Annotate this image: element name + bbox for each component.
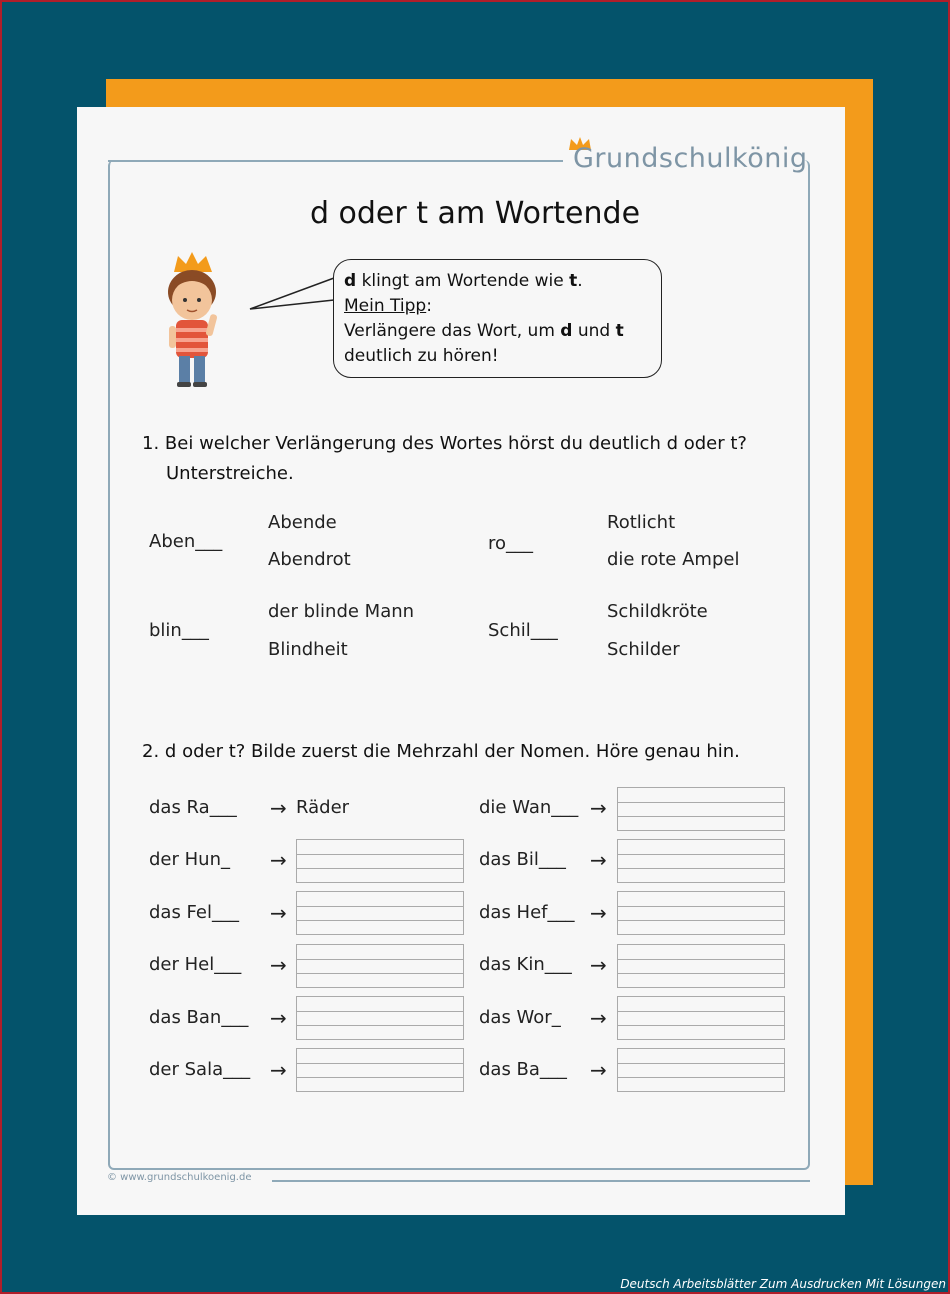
tip-line-2: Mein Tipp: [344, 296, 432, 316]
task1-option-abendrot[interactable]: Abendrot [268, 549, 351, 570]
tip-line-3: Verlängere das Wort, um d und t [344, 321, 624, 341]
task1-option-die-rote-ampel[interactable]: die rote Ampel [607, 549, 740, 570]
task2-right-word-1: die Wan___ [479, 797, 579, 818]
task2-left-word-2: der Hun_ [149, 849, 230, 870]
arrow-icon: → [270, 953, 287, 977]
task2-right-word-3: das Hef___ [479, 902, 575, 923]
arrow-icon: → [270, 1058, 287, 1082]
arrow-icon: → [590, 796, 607, 820]
task2-right-word-6: das Ba___ [479, 1059, 567, 1080]
arrow-icon: → [270, 1006, 287, 1030]
task1-option-schilder[interactable]: Schilder [607, 639, 680, 660]
task1-option-rotlicht[interactable]: Rotlicht [607, 512, 676, 533]
task1-option-abende[interactable]: Abende [268, 512, 337, 533]
answer-field-left-3[interactable] [296, 891, 464, 935]
task2-example-answer: Räder [296, 797, 350, 818]
tip-line-4: deutlich zu hören! [344, 346, 499, 366]
answer-field-right-3[interactable] [617, 891, 785, 935]
page-title: d oder t am Wortende [309, 196, 641, 231]
arrow-icon: → [590, 1058, 607, 1082]
arrow-icon: → [270, 796, 287, 820]
answer-field-right-6[interactable] [617, 1048, 785, 1092]
task2-right-word-2: das Bil___ [479, 849, 566, 870]
answer-field-right-2[interactable] [617, 839, 785, 883]
arrow-icon: → [590, 953, 607, 977]
task2-left-word-6: der Sala___ [149, 1059, 251, 1080]
task2-left-word-5: das Ban___ [149, 1007, 249, 1028]
answer-field-left-4[interactable] [296, 944, 464, 988]
image-caption: Deutsch Arbeitsblätter Zum Ausdrucken Mit Lösungen [620, 1277, 946, 1291]
answer-field-right-1[interactable] [617, 787, 785, 831]
task1-option-blindheit[interactable]: Blindheit [268, 639, 348, 660]
task2-left-word-4: der Hel___ [149, 954, 242, 975]
answer-field-left-6[interactable] [296, 1048, 464, 1092]
speech-bubble-tail [248, 272, 338, 312]
task2-right-word-4: das Kin___ [479, 954, 572, 975]
arrow-icon: → [590, 1006, 607, 1030]
copyright-notice: © www.grundschulkoenig.de [107, 1172, 252, 1183]
tip-speech-bubble [333, 259, 662, 378]
task1-stem-ro: ro___ [488, 533, 534, 554]
task2-left-word-1: das Ra___ [149, 797, 237, 818]
answer-field-left-2[interactable] [296, 839, 464, 883]
task1-option-schildkroete[interactable]: Schildkröte [607, 601, 708, 622]
answer-field-right-5[interactable] [617, 996, 785, 1040]
task1-stem-aben: Aben___ [149, 531, 223, 552]
arrow-icon: → [590, 848, 607, 872]
king-boy-illustration-icon [152, 250, 232, 390]
answer-field-right-4[interactable] [617, 944, 785, 988]
task-1-heading: 1. Bei welcher Verlängerung des Wortes hörst du deutlich d oder t? Unterstreiche. [142, 433, 747, 484]
answer-field-left-5[interactable] [296, 996, 464, 1040]
footer-line [272, 1180, 810, 1182]
brand-logo: Grundschulkönig [573, 143, 808, 174]
tip-line-1: d klingt am Wortende wie t. [344, 271, 583, 291]
task2-right-word-5: das Wor_ [479, 1007, 561, 1028]
task1-stem-blin: blin___ [149, 620, 209, 641]
task2-left-word-3: das Fel___ [149, 902, 239, 923]
task1-stem-schil: Schil___ [488, 620, 558, 641]
arrow-icon: → [270, 848, 287, 872]
task1-option-der-blinde-mann[interactable]: der blinde Mann [268, 601, 415, 622]
arrow-icon: → [590, 901, 607, 925]
arrow-icon: → [270, 901, 287, 925]
task-2-heading: 2. d oder t? Bilde zuerst die Mehrzahl der Nomen. Höre genau hin. [142, 741, 740, 762]
